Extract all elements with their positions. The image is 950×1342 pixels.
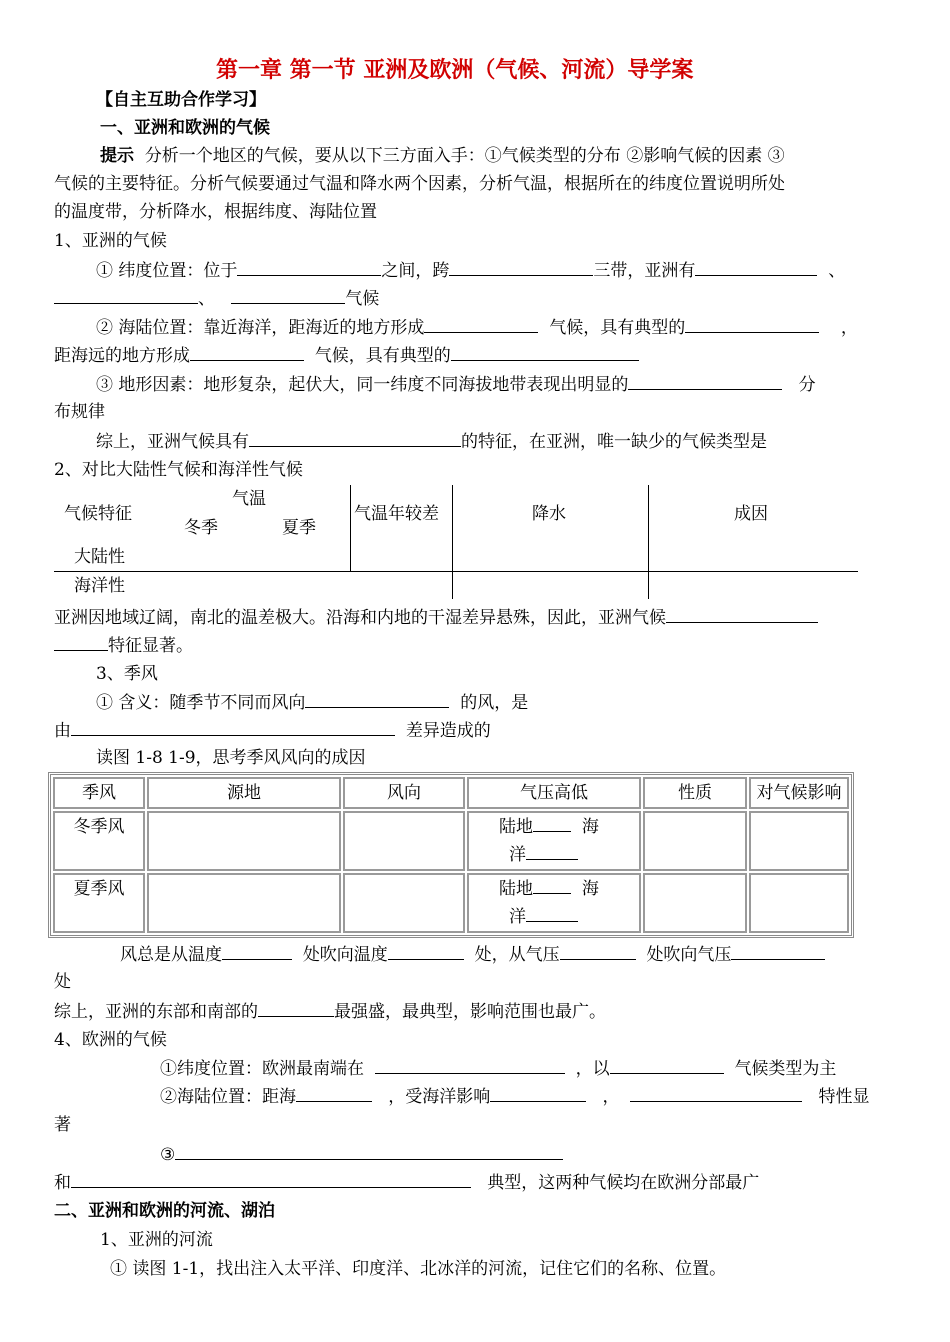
answer-blank[interactable]: [258, 999, 334, 1017]
hint-line-2: 气候的主要特征。分析气候要通过气温和降水两个因素，分析气温，根据所在的纬度位置说明所处: [54, 174, 785, 194]
section2-sub: 1、亚洲的河流: [100, 1230, 213, 1250]
monsoon-read-line: 读图 1-8 1-9，思考季风风向的成因: [96, 748, 366, 768]
study-heading: 【自主互助合作学习】: [96, 90, 266, 110]
answer-blank[interactable]: [630, 1084, 802, 1102]
monsoon-cell[interactable]: [749, 811, 849, 871]
hint-label: 提示: [100, 146, 134, 166]
answer-blank[interactable]: [388, 942, 464, 960]
answer-blank[interactable]: [54, 633, 108, 651]
section2-item: ① 读图 1-1，找出注入太平洋、印度洋、北冰洋的河流，记住它们的名称、位置。: [110, 1259, 727, 1279]
table-divider: [350, 485, 351, 571]
header-temp: 气温: [232, 489, 266, 509]
answer-blank[interactable]: [71, 718, 395, 736]
monsoon-cell[interactable]: [343, 873, 465, 933]
answer-blank[interactable]: [526, 904, 578, 922]
europe-sea-line: ②海陆位置：距海 ，受海洋影响 ， 特性显: [160, 1084, 869, 1109]
monsoon-cell[interactable]: [147, 811, 341, 871]
answer-blank[interactable]: [533, 814, 571, 832]
asia-summary-line: 综上，亚洲气候具有 的特征，在亚洲，唯一缺少的气候类型是: [96, 429, 767, 454]
monsoon-header: 气压高低: [467, 777, 641, 809]
wind-line-2: 处: [54, 972, 71, 992]
monsoon-header: 对气候影响: [749, 777, 849, 809]
table-divider: [54, 571, 858, 572]
wind-line: 风总是从温度 处吹向温度 处，从气压 处吹向气压: [120, 942, 825, 967]
answer-blank[interactable]: [449, 258, 593, 276]
row-oceanic: 海洋性: [74, 576, 125, 596]
answer-blank[interactable]: [305, 690, 449, 708]
monsoon-row-name: 夏季风: [53, 873, 145, 933]
monsoon-header: 源地: [147, 777, 341, 809]
header-range: 气温年较差: [354, 504, 439, 524]
monsoon-cell[interactable]: [643, 811, 747, 871]
terrain-line: ③ 地形因素：地形复杂，起伏大，同一纬度不同海拔地带表现出明显的 分: [96, 372, 816, 397]
monsoon-heading: 3、季风: [96, 664, 158, 684]
answer-blank[interactable]: [451, 343, 639, 361]
row-continental: 大陆性: [74, 547, 125, 567]
page-title: 第一章 第一节 亚洲及欧洲（气候、河流）导学案: [216, 57, 694, 83]
header-cause: 成因: [734, 504, 768, 524]
monsoon-cell[interactable]: [343, 811, 465, 871]
answer-blank[interactable]: [560, 942, 636, 960]
europe-heading: 4、欧洲的气候: [54, 1030, 167, 1050]
answer-blank[interactable]: [249, 429, 461, 447]
compare-heading: 2、对比大陆性气候和海洋性气候: [54, 460, 303, 480]
asia-climate-heading: 1、亚洲的气候: [54, 231, 167, 251]
section1-heading: 一、亚洲和欧洲的气候: [100, 118, 270, 138]
latitude-line-2: 、 气候: [54, 286, 379, 311]
hint-line-1: 提示 分析一个地区的气候，要从以下三方面入手：①气候类型的分布 ②影响气候的因素 ③: [100, 146, 785, 166]
answer-blank[interactable]: [424, 315, 538, 333]
header-precip: 降水: [532, 504, 566, 524]
monsoon-cell[interactable]: [643, 873, 747, 933]
answer-blank[interactable]: [222, 942, 292, 960]
monsoon-header: 季风: [53, 777, 145, 809]
answer-blank[interactable]: [490, 1084, 586, 1102]
monsoon-cell[interactable]: [749, 873, 849, 933]
answer-blank[interactable]: [190, 343, 304, 361]
pressure-cell[interactable]: 陆地 海 洋: [467, 811, 641, 871]
answer-blank[interactable]: [71, 1170, 471, 1188]
answer-blank[interactable]: [237, 258, 381, 276]
answer-blank[interactable]: [54, 286, 198, 304]
answer-blank[interactable]: [695, 258, 817, 276]
answer-blank[interactable]: [685, 315, 819, 333]
latitude-line: ① 纬度位置：位于 之间，跨 三带，亚洲有 、: [96, 258, 845, 283]
pressure-cell[interactable]: 陆地 海 洋: [467, 873, 641, 933]
monsoon-header: 风向: [343, 777, 465, 809]
header-winter: 冬季: [184, 518, 218, 538]
sea-land-line-2: 距海远的地方形成 气候，具有典型的: [54, 343, 639, 368]
answer-blank[interactable]: [628, 372, 782, 390]
monsoon-table: [48, 772, 854, 938]
monsoon-def-line-2: 由 差异造成的: [54, 718, 491, 743]
header-summer: 夏季: [282, 518, 316, 538]
table-divider: [452, 485, 453, 599]
monsoon-def-line: ① 含义：随季节不同而风向 的风，是: [96, 690, 528, 715]
answer-blank[interactable]: [231, 286, 345, 304]
header-feature: 气候特征: [64, 504, 132, 524]
sea-land-line: ② 海陆位置：靠近海洋，距海近的地方形成 气候，具有典型的 ，: [96, 315, 858, 340]
monsoon-cell[interactable]: [147, 873, 341, 933]
monsoon-summary-line: 综上，亚洲的东部和南部的 最强盛，最典型，影响范围也最广。: [54, 999, 606, 1024]
answer-blank[interactable]: [533, 876, 571, 894]
answer-blank[interactable]: [526, 842, 578, 860]
answer-blank[interactable]: [666, 605, 818, 623]
europe-third-line: ③: [160, 1142, 563, 1167]
answer-blank[interactable]: [375, 1056, 565, 1074]
compare-note-line: 亚洲因地域辽阔，南北的温差极大。沿海和内地的干湿差异悬殊，因此，亚洲气候: [54, 605, 818, 630]
answer-blank[interactable]: [296, 1084, 372, 1102]
europe-third-line-2: 和 典型，这两种气候均在欧洲分部最广: [54, 1170, 759, 1195]
answer-blank[interactable]: [610, 1056, 724, 1074]
compare-note-line-2: 特征显著。: [54, 633, 193, 658]
section2-heading: 二、亚洲和欧洲的河流、湖泊: [54, 1201, 275, 1221]
monsoon-header: 性质: [643, 777, 747, 809]
europe-latitude-line: ①纬度位置：欧洲最南端在 ，以 气候类型为主: [160, 1056, 836, 1081]
answer-blank[interactable]: [731, 942, 825, 960]
table-divider: [648, 485, 649, 599]
europe-sea-line-2: 著: [54, 1115, 71, 1135]
monsoon-row-name: 冬季风: [53, 811, 145, 871]
answer-blank[interactable]: [175, 1142, 563, 1160]
terrain-line-2: 布规律: [54, 402, 105, 422]
hint-line-3: 的温度带，分析降水，根据纬度、海陆位置: [54, 202, 377, 222]
